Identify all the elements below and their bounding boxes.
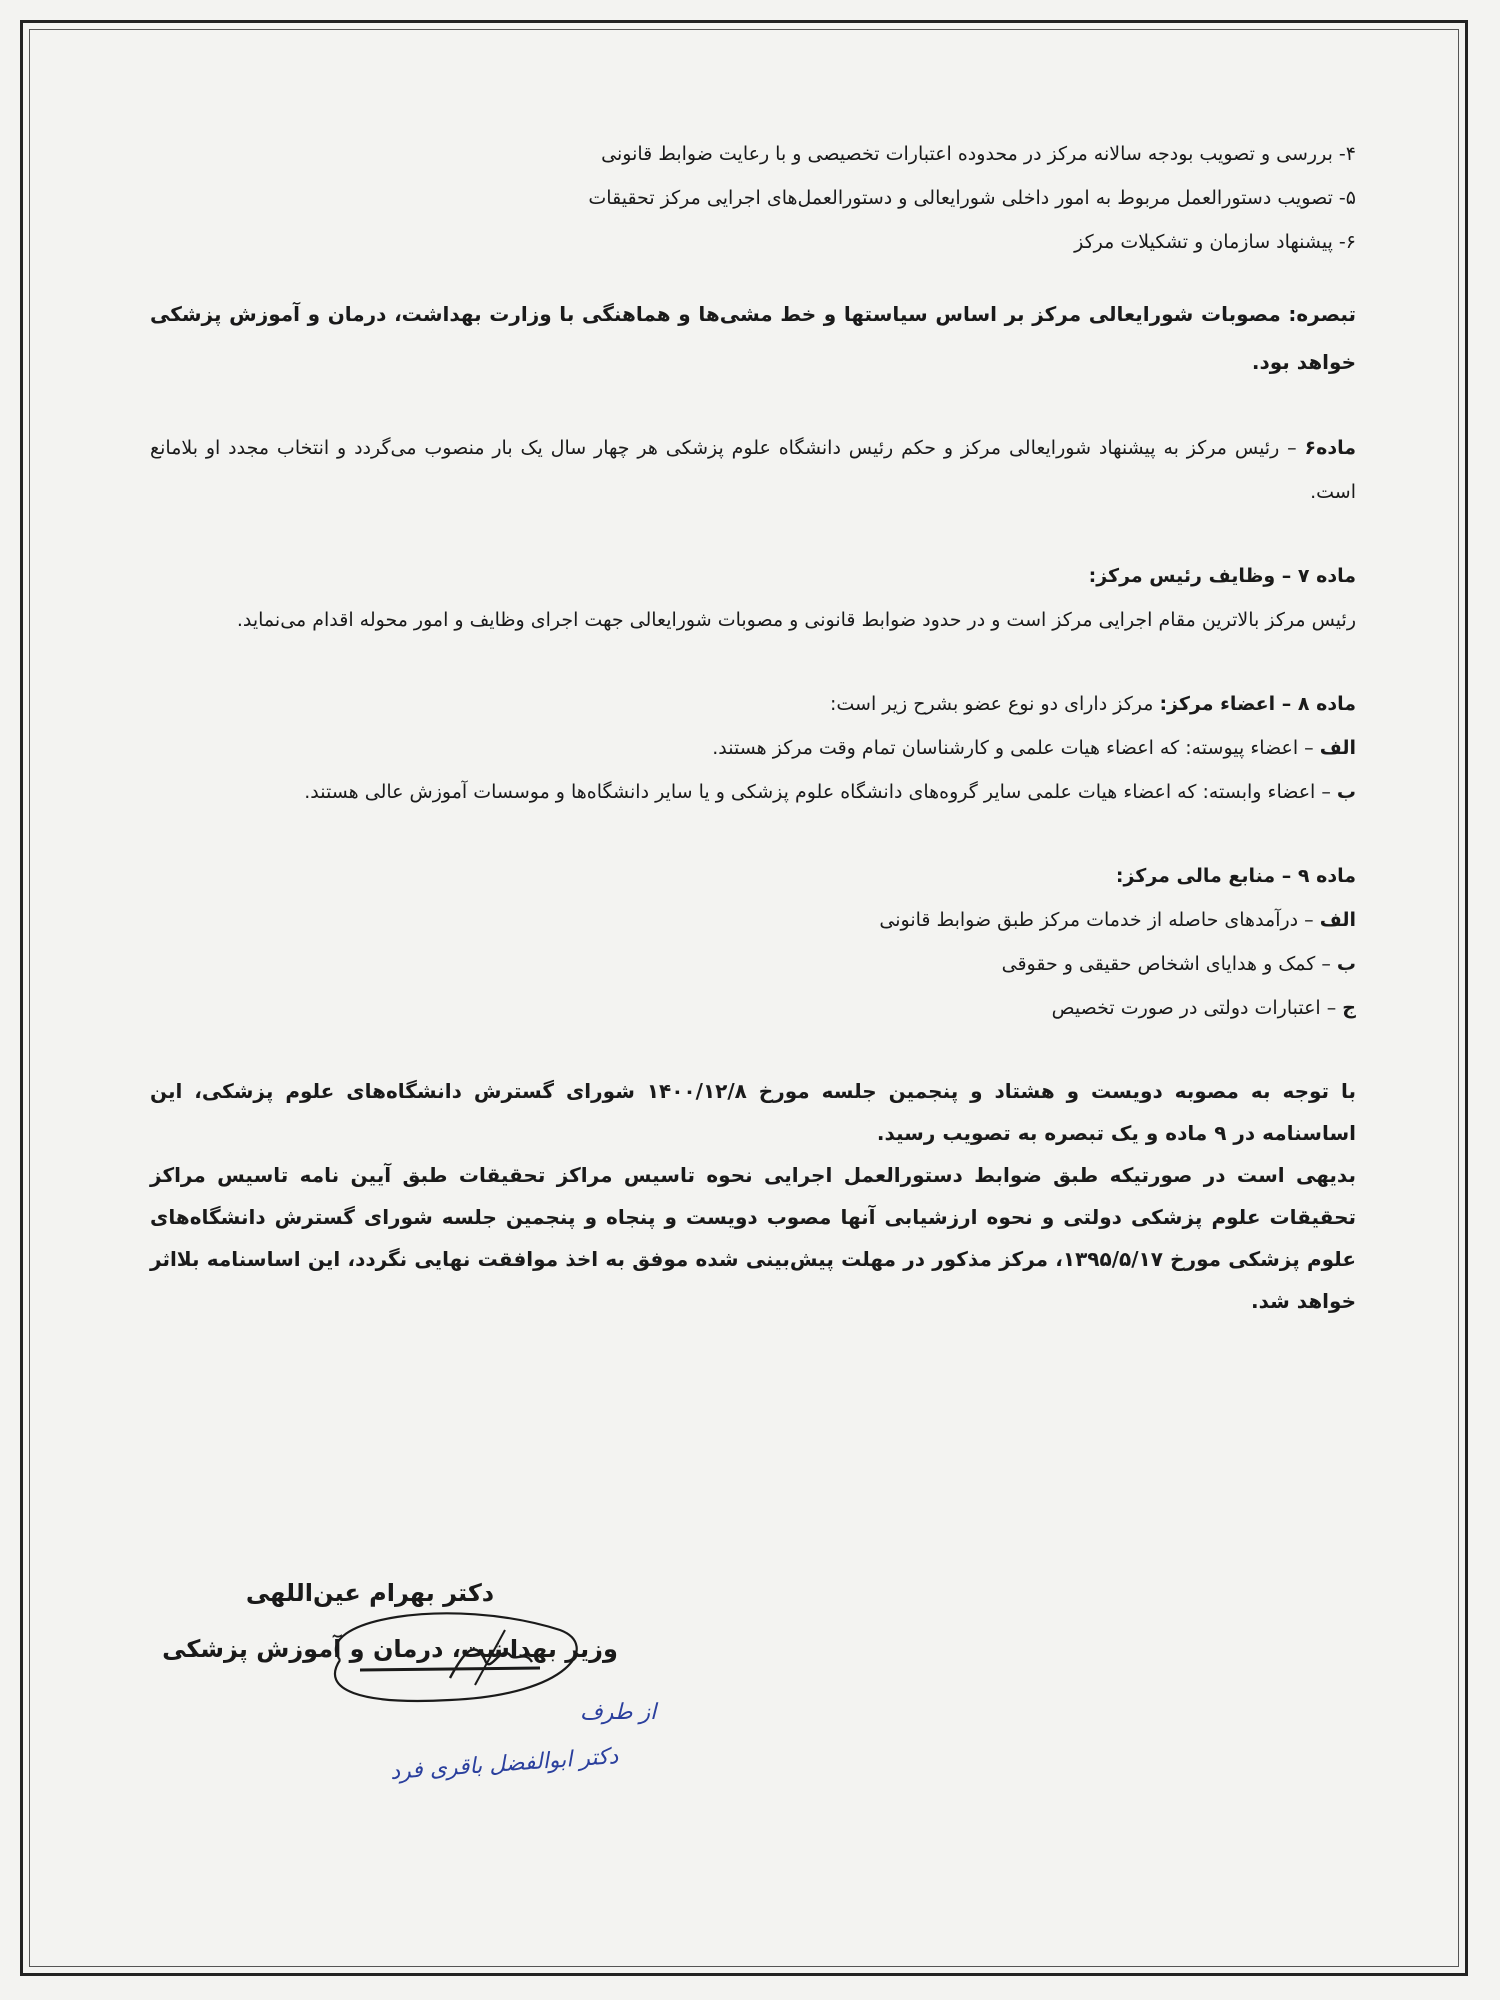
article-8-item-text: – اعضاء پیوسته: که اعضاء هیات علمی و کارشناسان تمام وقت مرکز هستند. bbox=[712, 737, 1320, 759]
article-8-item bbox=[150, 726, 1356, 770]
article-8-item bbox=[150, 770, 1356, 814]
article-9-item-label: الف bbox=[1319, 909, 1356, 931]
approval-paragraph: با توجه به مصوبه دویست و هشتاد و پنجمین جلسه مورخ ۱۴۰۰/۱۲/۸ شورای گسترش دانشگاه‌های علوم پزشکی، این اساسنامه در ۹ ماده و یک تبصره به تصویب رسید. bbox=[150, 1079, 1356, 1145]
article-7-heading: ماده ۷ – وظایف رئیس مرکز: bbox=[1088, 565, 1356, 587]
article-8-intro: مرکز دارای دو نوع عضو بشرح زیر است: bbox=[829, 693, 1160, 715]
note-paragraph: تبصره: مصوبات شورایعالی مرکز بر اساس سیاستها و خط مشی‌ها و هماهنگی با وزارت بهداشت، درمان و آموزش پزشکی خواهد بود. bbox=[150, 302, 1356, 374]
article-9-item-text: – کمک و هدایای اشخاص حقیقی و حقوقی bbox=[1001, 953, 1337, 975]
list-item: ۶- پیشنهاد سازمان و تشکیلات مرکز bbox=[1074, 231, 1356, 253]
signatory-title: وزیر بهداشت، درمان و آموزش پزشکی bbox=[162, 1635, 618, 1663]
signatory-name: دکتر بهرام عین‌اللهی bbox=[245, 1579, 495, 1607]
article-6-label: ماده۶ bbox=[1304, 437, 1356, 459]
article-8-item-text: – اعضاء وابسته: که اعضاء هیات علمی سایر گروه‌های دانشگاه علوم پزشکی و یا سایر دانشگاه‌ها و موسسات آموزش عالی هستند. bbox=[304, 781, 1337, 803]
article-9-heading: ماده ۹ – منابع مالی مرکز: bbox=[1115, 865, 1356, 887]
article-6-text: – رئیس مرکز به پیشنهاد شورایعالی مرکز و حکم رئیس دانشگاه علوم پزشکی هر چهار سال یک بار منصوب می‌گردد و انتخاب مجدد او بلامانع است. bbox=[150, 437, 1356, 503]
article-9-item-label: ب bbox=[1336, 953, 1356, 975]
handwritten-signer-name: دکتر ابوالفضل باقری فرد bbox=[389, 1744, 620, 1785]
list-item: ۴- بررسی و تصویب بودجه سالانه مرکز در محدوده اعتبارات تخصیصی و با رعایت ضوابط قانونی bbox=[601, 143, 1356, 165]
article-9-item-label: ج bbox=[1342, 997, 1356, 1019]
article-8-item-label: ب bbox=[1336, 781, 1356, 803]
article-6 bbox=[150, 426, 1356, 514]
article-8-heading-line bbox=[150, 682, 1356, 726]
article-8-item-label: الف bbox=[1319, 737, 1356, 759]
article-9-item bbox=[150, 942, 1356, 986]
list-item: ۵- تصویب دستورالعمل مربوط به امور داخلی شورایعالی و دستورالعمل‌های اجرایی مرکز تحقیقات bbox=[588, 187, 1356, 209]
document-body bbox=[150, 132, 1356, 1322]
handwritten-signature-icon bbox=[300, 1600, 620, 1740]
article-8-heading: ماده ۸ – اعضاء مرکز: bbox=[1159, 693, 1356, 715]
article-9-item bbox=[150, 898, 1356, 942]
condition-paragraph: بدیهی است در صورتیکه طبق ضوابط دستورالعمل اجرایی نحوه تاسیس مراکز تحقیقات طبق آیین نامه تاسیس مراکز تحقیقات علوم پزشکی دولتی و نحوه ارزشیابی آنها مصوب دویست و پنجاه و پنجمین جلسه شورای گسترش دانشگاه‌های علوم پزشکی مورخ ۱۳۹۵/۵/۱۷، مرکز مذکور در مهلت پیش‌بینی شده موفق به اخذ موافقت نهایی نگردد، این اساسنامه بلااثر خواهد شد. bbox=[150, 1163, 1357, 1313]
article-7-text: رئیس مرکز بالاترین مقام اجرایی مرکز است و در حدود ضوابط قانونی و مصوبات شورایعالی جهت اجرای وظایف و امور محوله اقدام می‌نماید. bbox=[236, 609, 1356, 631]
article-9-item-text: – اعتبارات دولتی در صورت تخصیص bbox=[1051, 997, 1343, 1019]
handwritten-on-behalf: از طرف bbox=[580, 1700, 657, 1725]
article-9-item bbox=[150, 986, 1356, 1030]
article-9-item-text: – درآمدهای حاصله از خدمات مرکز طبق ضوابط قانونی bbox=[879, 909, 1320, 931]
